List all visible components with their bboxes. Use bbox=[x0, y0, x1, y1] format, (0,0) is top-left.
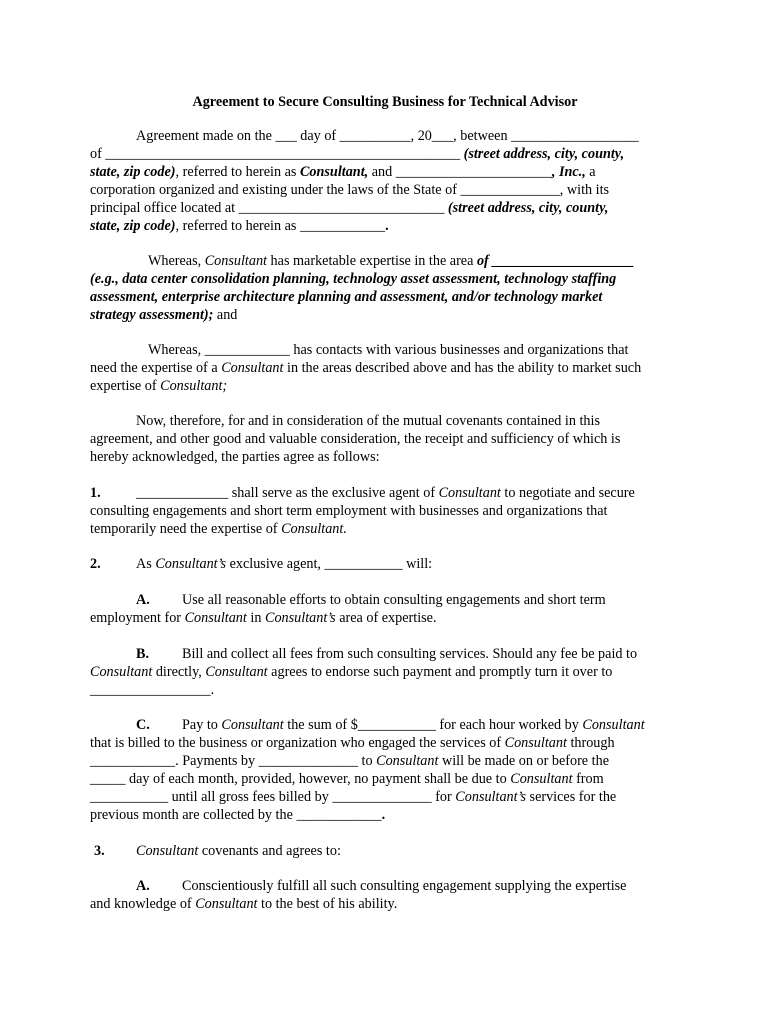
section-2c bbox=[90, 717, 680, 824]
text-line: corporation organized and existing under the laws of the State of ______________, with its bbox=[90, 181, 610, 198]
now-therefore-paragraph bbox=[90, 413, 680, 467]
text-line: _____ day of each month, provided, however, no payment shall be due to Consultant from bbox=[90, 770, 604, 787]
whereas-contacts-paragraph bbox=[90, 342, 680, 396]
text-line: state, zip code), referred to herein as ____________. bbox=[90, 217, 389, 234]
text-line: _________________. bbox=[90, 681, 215, 698]
text-line: hereby acknowledged, the parties agree as follows: bbox=[90, 448, 380, 465]
subsection-label: B. bbox=[136, 646, 150, 662]
text-line: A. Use all reasonable efforts to obtain consulting engagements and short term bbox=[136, 592, 606, 608]
text-line: strategy assessment); and bbox=[90, 306, 238, 323]
section-3 bbox=[90, 843, 680, 861]
text-line: Consultant directly, Consultant agrees to endorse such payment and promptly turn it over to bbox=[90, 663, 613, 680]
section-3a bbox=[90, 878, 680, 914]
text-line: Agreement made on the ___ day of __________, 20___, between __________________ bbox=[136, 128, 639, 144]
text-line: A. Conscientiously fulfill all such consulting engagement supplying the expertise bbox=[136, 878, 627, 894]
document-title: Agreement to Secure Consulting Business for Technical Advisor bbox=[192, 94, 578, 110]
whereas-expertise-paragraph bbox=[90, 253, 680, 325]
text-line: employment for Consultant in Consultant’s area of expertise. bbox=[90, 609, 437, 626]
text-line: agreement, and other good and valuable consideration, the receipt and sufficiency of which is bbox=[90, 430, 621, 447]
text-line: 1. _____________ shall serve as the exclusive agent of Consultant to negotiate and secure bbox=[90, 485, 635, 501]
text-line: principal office located at _____________________________ (street address, city, county, bbox=[90, 199, 609, 216]
subsection-label: A. bbox=[136, 878, 150, 894]
text-line: 3. Consultant covenants and agrees to: bbox=[94, 843, 341, 859]
opening-paragraph bbox=[90, 128, 680, 235]
text-line: consulting engagements and short term employment with businesses and organizations that bbox=[90, 502, 608, 519]
text-line: ____________. Payments by ______________ to Consultant will be made on or before the bbox=[90, 752, 609, 769]
text-line: (e.g., data center consolidation planning, technology asset assessment, technology staffing bbox=[90, 270, 617, 287]
section-number: 2. bbox=[90, 556, 101, 572]
section-2b bbox=[90, 646, 680, 700]
section-1 bbox=[90, 485, 680, 539]
text-line: Whereas, Consultant has marketable expertise in the area of ____________________ bbox=[148, 253, 635, 269]
section-number: 1. bbox=[90, 485, 101, 501]
text-line: B. Bill and collect all fees from such consulting services. Should any fee be paid to bbox=[136, 646, 638, 662]
text-line: C. Pay to Consultant the sum of $___________ for each hour worked by Consultant bbox=[136, 717, 645, 733]
text-line: Now, therefore, for and in consideration of the mutual covenants contained in this bbox=[136, 413, 600, 429]
subsection-label: C. bbox=[136, 717, 150, 733]
text-line: and knowledge of Consultant to the best of his ability. bbox=[90, 895, 398, 912]
text-line: ___________ until all gross fees billed by ______________ for Consultant’s services for the bbox=[90, 788, 617, 805]
text-line: of __________________________________________________ (street address, city, county, bbox=[90, 145, 625, 162]
text-line: 2. As Consultant’s exclusive agent, ___________ will: bbox=[90, 556, 433, 572]
text-line: state, zip code), referred to herein as Consultant, and ______________________, Inc., a bbox=[90, 163, 596, 180]
section-2a bbox=[90, 592, 680, 628]
text-line: Whereas, ____________ has contacts with various businesses and organizations that bbox=[148, 342, 629, 358]
text-line: previous month are collected by the ____________. bbox=[90, 806, 386, 823]
text-line: temporarily need the expertise of Consultant. bbox=[90, 520, 347, 537]
text-line: need the expertise of a Consultant in the areas described above and has the ability to market such bbox=[90, 359, 642, 376]
subsection-label: A. bbox=[136, 592, 150, 608]
text-line: that is billed to the business or organization who engaged the services of Consultant through bbox=[90, 734, 615, 751]
section-number: 3. bbox=[94, 843, 105, 859]
section-2 bbox=[90, 556, 680, 574]
text-line: assessment, enterprise architecture planning and assessment, and/or technology market bbox=[90, 288, 603, 305]
text-line: expertise of Consultant; bbox=[90, 377, 228, 394]
